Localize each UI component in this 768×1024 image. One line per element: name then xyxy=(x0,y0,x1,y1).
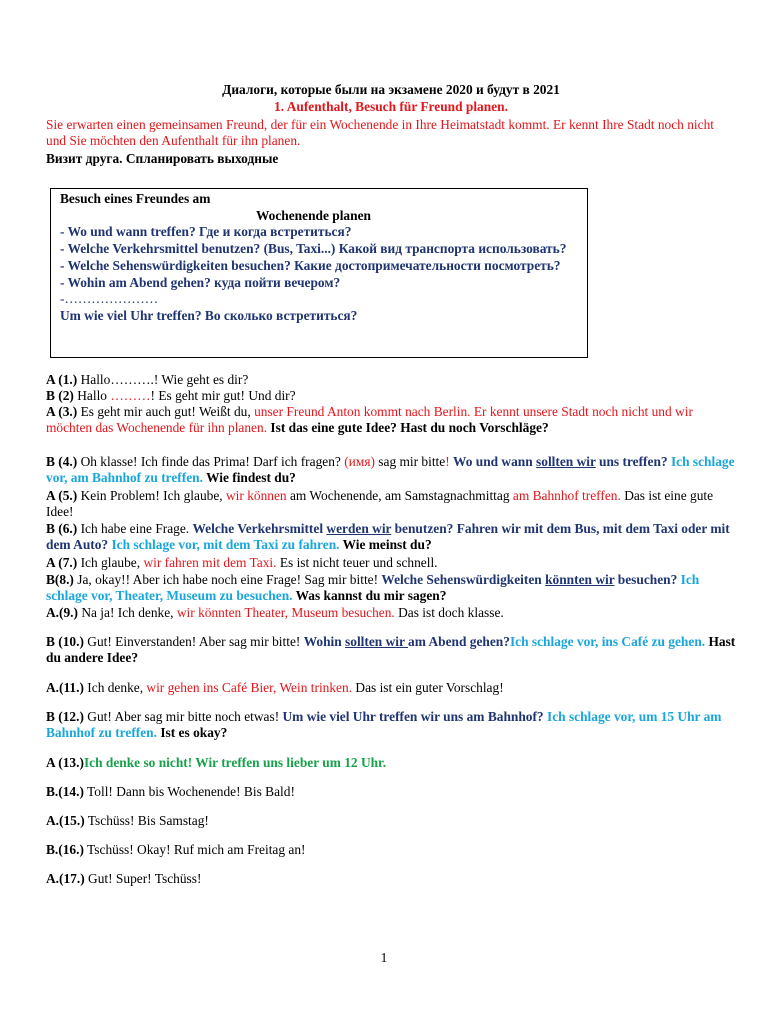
dialog-line-2: B (2) Hallo ………! Es geht mir gut! Und dir? xyxy=(46,388,296,403)
box-item: -………………… xyxy=(60,291,159,307)
page-number: 1 xyxy=(380,950,388,965)
dialog-line-14: B.(14.) Toll! Dann bis Wochenende! Bis Bald! xyxy=(46,784,295,799)
task-description: Sie erwarten einen gemeinsamen Freund, der für ein Wochenende in Ihre Heimatstadt kommt. Er kennt Ihre Stadt noch nicht und Sie möchten den Aufenthalt für ihn planen. xyxy=(46,117,714,149)
box-title-2: Wochenende planen xyxy=(256,207,371,223)
box-item: - Welche Sehenswürdigkeiten besuchen? Какие достопримечательности посмотреть? xyxy=(60,257,561,273)
box-item: - Wo und wann treffen? Где и когда встретиться? xyxy=(60,224,352,240)
dialog-line-1: A (1.) Hallo……….! Wie geht es dir? xyxy=(46,372,249,387)
dialog-line-16: B.(16.) Tschüss! Okay! Ruf mich am Freitag an! xyxy=(46,842,306,857)
dialog-line-11: A.(11.) Ich denke, wir gehen ins Café Bier, Wein trinken. Das ist ein guter Vorschlag! xyxy=(46,680,504,695)
dialog-line-4: B (4.) Oh klasse! Ich finde das Prima! Darf ich fragen? (имя) sag mir bitte! Wo und wann sollten wir uns treffen? Ich schlage vor, am Bahnhof zu treffen. Wie findest du? xyxy=(46,454,735,486)
dialog-line-12: B (12.) Gut! Aber sag mir bitte noch etwas! Um wie viel Uhr treffen wir uns am Bahnhof? Ich schlage vor, um 15 Uhr am Bahnhof zu treffen. Ist es okay? xyxy=(46,709,722,741)
task-box xyxy=(50,188,588,358)
dialog-line-17: A.(17.) Gut! Super! Tschüss! xyxy=(46,871,202,886)
dialog-line-6: B (6.) Ich habe eine Frage. Welche Verkehrsmittel werden wir benutzen? Fahren wir mit dem Bus, mit dem Taxi oder mit dem Auto? Ich schlage vor, mit dem Taxi zu fahren. Wie meinst du? xyxy=(46,521,730,553)
box-item: - Wohin am Abend gehen? куда пойти вечером? xyxy=(60,274,341,290)
dialog-line-13: A (13.)Ich denke so nicht! Wir treffen uns lieber um 12 Uhr. xyxy=(46,755,387,770)
dialog-line-3: A (3.) Es geht mir auch gut! Weißt du, unser Freund Anton kommt nach Berlin. Er kennt unsere Stadt noch nicht und wir möchten das Wochenende für ihn planen. Ist das eine gute Idee? Hast du noch Vorschläge? xyxy=(46,404,693,436)
dialog-line-9: A.(9.) Na ja! Ich denke, wir könnten Theater, Museum besuchen. Das ist doch klasse. xyxy=(46,605,504,620)
box-title-1: Besuch eines Freundes am xyxy=(60,191,211,206)
dialog-line-5: A (5.) Kein Problem! Ich glaube, wir können am Wochenende, am Samstagnachmittag am Bahnhof treffen. Das ist eine gute Idee! xyxy=(46,488,714,520)
dialog-line-10: B (10.) Gut! Einverstanden! Aber sag mir bitte! Wohin sollten wir am Abend gehen?Ich schlage vor, ins Café zu gehen. Hast du andere Idee? xyxy=(46,634,736,666)
dialog-line-8: B(8.) Ja, okay!! Aber ich habe noch eine Frage! Sag mir bitte! Welche Sehenswürdigkeiten könnten wir besuchen? Ich schlage vor, Theater, Museum zu besuchen. Was kannst du mir sagen? xyxy=(46,572,700,604)
section-title: 1. Aufenthalt, Besuch für Freund planen. xyxy=(274,99,508,114)
task-russian: Визит друга. Спланировать выходные xyxy=(46,151,279,166)
box-item: Um wie viel Uhr treffen? Во сколько встретиться? xyxy=(60,307,358,323)
document-title: Диалоги, которые были на экзамене 2020 и будут в 2021 xyxy=(222,82,560,97)
dialog-line-15: A.(15.) Tschüss! Bis Samstag! xyxy=(46,813,209,828)
box-item: - Welche Verkehrsmittel benutzen? (Bus, Taxi...) Какой вид транспорта использовать? xyxy=(60,241,567,257)
dialog-line-7: A (7.) Ich glaube, wir fahren mit dem Taxi. Es ist nicht teuer und schnell. xyxy=(46,555,438,570)
